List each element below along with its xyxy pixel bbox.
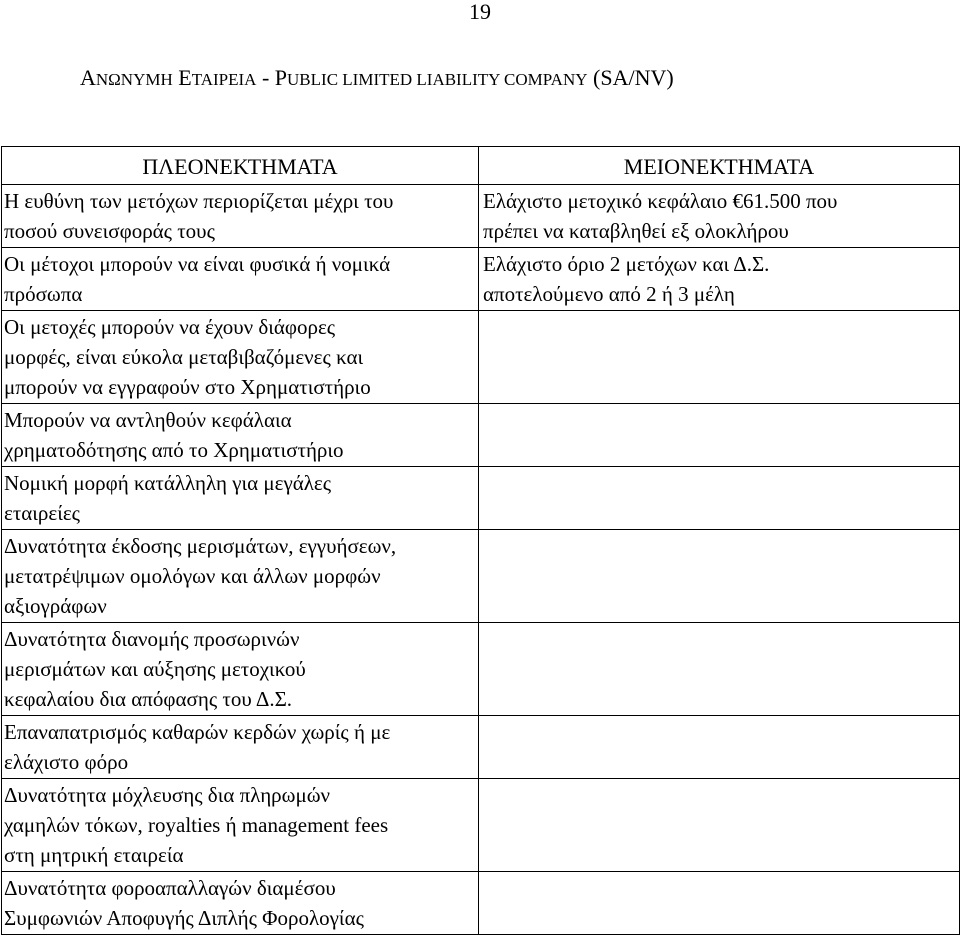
advantage-text-line: Νομική μορφή κατάλληλη για μεγάλες — [4, 471, 332, 495]
disadvantage-text-line: Ελάχιστο μετοχικό κεφάλαιο €61.500 που — [483, 189, 838, 213]
advantage-text-line: Μπορούν να αντληθούν κεφάλαια — [4, 408, 292, 432]
advantage-text-line: στη μητρική εταιρεία — [4, 843, 184, 867]
advantage-text-line: Επαναπατρισμός καθαρών κερδών χωρίς ή με — [4, 720, 391, 744]
advantage-cell — [2, 248, 479, 311]
advantage-text-line: μπορούν να εγγραφούν στο Χρηματιστήριο — [4, 375, 371, 399]
advantage-cell — [2, 185, 479, 248]
advantage-text-line: αξιογράφων — [4, 594, 107, 618]
advantage-text-line: μερισμάτων και αύξησης μετοχικού — [4, 657, 306, 681]
advantage-text-line: ελάχιστο φόρο — [4, 750, 129, 774]
disadvantage-cell — [479, 779, 960, 872]
table-header-row — [2, 147, 960, 185]
advantage-text-line: χρηματοδότησης από το Χρηματιστήριο — [4, 438, 344, 462]
table-row — [2, 185, 960, 248]
comparison-table — [1, 146, 960, 935]
disadvantages-header: ΜΕΙΟΝΕΚΤΗΜΑΤΑ — [479, 147, 960, 185]
disadvantage-text-line: αποτελούμενο από 2 ή 3 μέλη — [483, 282, 735, 306]
advantage-text-line: ποσού συνεισφοράς τους — [4, 219, 215, 243]
advantage-cell — [2, 623, 479, 716]
disadvantage-cell — [479, 872, 960, 935]
advantage-text-line: κεφαλαίου δια απόφασης του Δ.Σ. — [4, 687, 293, 711]
advantage-text-line: Δυνατότητα διανομής προσωρινών — [4, 627, 300, 651]
advantage-cell — [2, 779, 479, 872]
advantage-text-line: Δυνατότητα φοροαπαλλαγών διαμέσου — [4, 876, 336, 900]
advantages-header: ΠΛΕΟΝΕΚΤΗΜΑΤΑ — [2, 147, 479, 185]
table-row — [2, 530, 960, 623]
table-row — [2, 872, 960, 935]
table-row — [2, 467, 960, 530]
advantage-text-line: Οι μετοχές μπορούν να έχουν διάφορες — [4, 315, 336, 339]
table-row — [2, 716, 960, 779]
advantage-cell — [2, 311, 479, 404]
advantage-cell — [2, 872, 479, 935]
advantage-text-line: μορφές, είναι εύκολα μεταβιβαζόμενες και — [4, 345, 364, 369]
disadvantage-text-line: Ελάχιστο όριο 2 μετόχων και Δ.Σ. — [483, 252, 770, 276]
disadvantage-cell — [479, 530, 960, 623]
table-row — [2, 248, 960, 311]
advantage-text-line: χαμηλών τόκων, royalties ή management fees — [4, 813, 389, 837]
advantage-text-line: Η ευθύνη των μετόχων περιορίζεται μέχρι του — [4, 189, 394, 213]
disadvantage-cell — [479, 716, 960, 779]
disadvantage-cell — [479, 404, 960, 467]
disadvantage-cell — [479, 311, 960, 404]
disadvantage-text-line: πρέπει να καταβληθεί εξ ολοκλήρου — [483, 219, 789, 243]
advantage-text-line: μετατρέψιμων ομολόγων και άλλων μορφών — [4, 564, 381, 588]
advantage-cell — [2, 716, 479, 779]
page-title: ΑΝΩΝΥΜΗ ΕΤΑΙΡΕΙΑ - PUBLIC LIMITED LIABILITY COMPANY (SA/NV) — [80, 65, 674, 90]
disadvantage-cell — [479, 185, 960, 248]
table-row — [2, 311, 960, 404]
advantage-text-line: εταιρείες — [4, 501, 80, 525]
advantage-cell — [2, 530, 479, 623]
advantage-text-line: Δυνατότητα έκδοσης μερισμάτων, εγγυήσεων, — [4, 534, 397, 558]
table-row — [2, 779, 960, 872]
advantage-text-line: Δυνατότητα μόχλευσης δια πληρωμών — [4, 783, 331, 807]
advantage-text-line: Οι μέτοχοι μπορούν να είναι φυσικά ή νομικά — [4, 252, 391, 276]
table-body — [2, 185, 960, 935]
advantage-cell — [2, 404, 479, 467]
table-row — [2, 623, 960, 716]
disadvantage-cell — [479, 623, 960, 716]
advantage-text-line: Συμφωνιών Αποφυγής Διπλής Φορολογίας — [4, 906, 364, 930]
advantage-text-line: πρόσωπα — [4, 282, 83, 306]
disadvantage-cell — [479, 467, 960, 530]
disadvantage-cell — [479, 248, 960, 311]
page-number: 19 — [469, 0, 491, 24]
table-row — [2, 404, 960, 467]
advantage-cell — [2, 467, 479, 530]
